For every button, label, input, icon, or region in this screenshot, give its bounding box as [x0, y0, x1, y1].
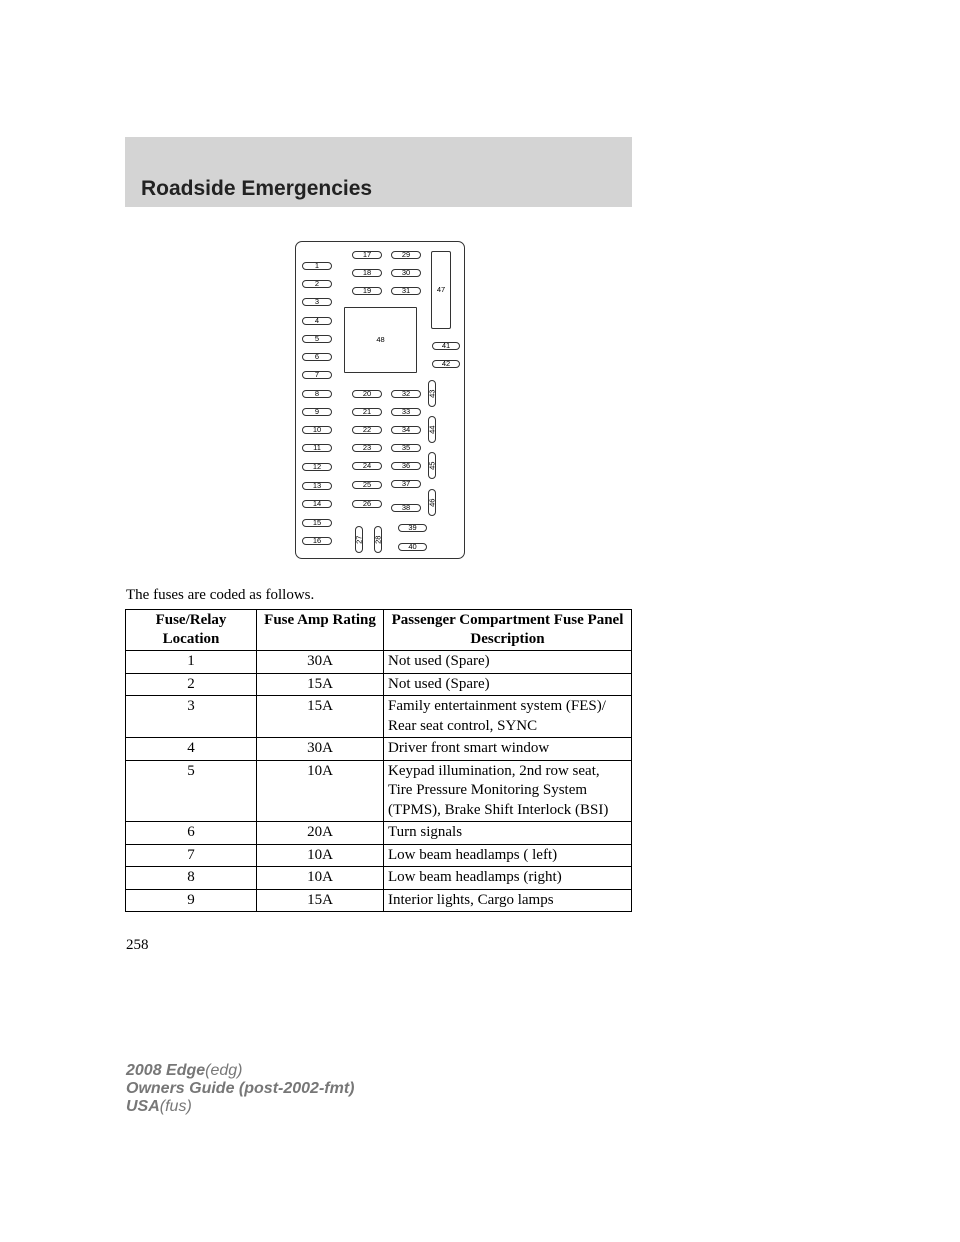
- fuse-label: 8: [314, 389, 320, 399]
- fuse-13: [302, 482, 332, 490]
- relay-47: [431, 251, 451, 329]
- header-location: Fuse/Relay Location: [126, 610, 257, 651]
- fuse-label: 38: [401, 503, 411, 513]
- table-row: [126, 867, 632, 890]
- fuse-label: 33: [401, 407, 411, 417]
- fuse-label: 27: [354, 535, 364, 544]
- fuse-label: 46: [427, 498, 437, 507]
- fuse-10: [302, 426, 332, 434]
- footer-line-2: [126, 1080, 354, 1098]
- fuse-11: [302, 444, 332, 452]
- fuse-44: [428, 416, 436, 443]
- fuse-43: [428, 380, 436, 407]
- footer-model-code: (edg): [205, 1062, 243, 1079]
- fuse-label: 12: [312, 462, 322, 472]
- cell-rating: 15A: [257, 889, 384, 912]
- fuse-4: [302, 317, 332, 325]
- fuse-31: [391, 287, 421, 295]
- fuse-label: 6: [314, 352, 320, 362]
- fuse-label: 28: [373, 535, 383, 544]
- cell-description: Interior lights, Cargo lamps: [384, 889, 632, 912]
- cell-rating: 20A: [257, 822, 384, 845]
- fuse-label: 40: [408, 542, 417, 552]
- fuse-label: 31: [401, 286, 411, 296]
- cell-rating: 10A: [257, 760, 384, 822]
- footer-market: USA: [126, 1098, 160, 1115]
- fuse-label: 2: [314, 279, 320, 289]
- fuse-12: [302, 463, 332, 471]
- cell-rating: 10A: [257, 844, 384, 867]
- fuse-label: 14: [312, 499, 322, 509]
- fuse-label: 17: [362, 250, 372, 260]
- fuse-5: [302, 335, 332, 343]
- cell-rating: 15A: [257, 673, 384, 696]
- fuse-label: 42: [441, 359, 451, 369]
- fuse-33: [391, 408, 421, 416]
- cell-location: 3: [126, 696, 257, 738]
- fuse-label: 26: [362, 499, 372, 509]
- fuse-26: [352, 500, 382, 508]
- fuse-label: 19: [362, 286, 372, 296]
- fuse-label: 3: [314, 297, 320, 307]
- cell-location: 1: [126, 651, 257, 674]
- fuse-34: [391, 426, 421, 434]
- cell-description: Keypad illumination, 2nd row seat, Tire Pressure Monitoring System (TPMS), Brake Shift Interlock (BSI): [384, 760, 632, 822]
- footer-line-3: [126, 1098, 354, 1116]
- fuse-1: [302, 262, 332, 270]
- fuse-30: [391, 269, 421, 277]
- fuse-2: [302, 280, 332, 288]
- cell-description: Not used (Spare): [384, 673, 632, 696]
- cell-location: 5: [126, 760, 257, 822]
- fuse-25: [352, 481, 382, 489]
- fuse-21: [352, 408, 382, 416]
- fuse-23: [352, 444, 382, 452]
- fuse-label: 24: [362, 461, 372, 471]
- fuse-19: [352, 287, 382, 295]
- fuse-9: [302, 408, 332, 416]
- fuse-panel-diagram: [295, 241, 465, 559]
- fuse-8: [302, 390, 332, 398]
- fuse-29: [391, 251, 421, 259]
- cell-description: Family entertainment system (FES)/ Rear seat control, SYNC: [384, 696, 632, 738]
- fuse-label: 44: [427, 425, 437, 434]
- fuse-38: [391, 504, 421, 512]
- fuse-3: [302, 298, 332, 306]
- cell-location: 8: [126, 867, 257, 890]
- fuse-14: [302, 500, 332, 508]
- fuse-label: 20: [362, 389, 372, 399]
- cell-location: 7: [126, 844, 257, 867]
- fuse-17: [352, 251, 382, 259]
- fuse-6: [302, 353, 332, 361]
- fuse-36: [391, 462, 421, 470]
- fuse-40: [398, 543, 427, 551]
- fuse-28: [374, 526, 382, 553]
- cell-location: 4: [126, 738, 257, 761]
- table-row: [126, 651, 632, 674]
- fuse-label: 25: [362, 480, 372, 490]
- fuse-label: 47: [436, 285, 446, 295]
- fuse-label: 21: [362, 407, 372, 417]
- fuse-label: 16: [312, 536, 322, 546]
- fuse-label: 32: [401, 389, 411, 399]
- fuse-41: [432, 342, 460, 350]
- fuse-18: [352, 269, 382, 277]
- cell-description: Turn signals: [384, 822, 632, 845]
- cell-location: 6: [126, 822, 257, 845]
- cell-description: Driver front smart window: [384, 738, 632, 761]
- fuse-label: 34: [401, 425, 411, 435]
- fuse-15: [302, 519, 332, 527]
- relay-48: [344, 307, 417, 373]
- fuse-label: 37: [401, 479, 411, 489]
- fuse-7: [302, 371, 332, 379]
- fuse-label: 9: [314, 407, 320, 417]
- fuse-label: 10: [312, 425, 322, 435]
- fuse-32: [391, 390, 421, 398]
- fuse-label: 30: [401, 268, 411, 278]
- fuse-label: 45: [427, 461, 437, 470]
- footer-guide: Owners Guide (post-2002-fmt): [126, 1080, 355, 1097]
- fuse-label: 11: [313, 443, 321, 453]
- fuse-label: 15: [312, 518, 322, 528]
- fuse-label: 48: [376, 335, 385, 345]
- fuse-label: 35: [401, 443, 411, 453]
- fuse-label: 1: [314, 261, 320, 271]
- fuse-label: 22: [362, 425, 372, 435]
- fuse-label: 29: [401, 250, 411, 260]
- fuse-42: [432, 360, 460, 368]
- fuse-label: 36: [401, 461, 411, 471]
- cell-rating: 15A: [257, 696, 384, 738]
- table-row: [126, 760, 632, 822]
- section-title: Roadside Emergencies: [141, 177, 373, 200]
- cell-rating: 30A: [257, 651, 384, 674]
- fuse-20: [352, 390, 382, 398]
- fuse-24: [352, 462, 382, 470]
- table-row: [126, 673, 632, 696]
- intro-text: The fuses are coded as follows.: [126, 587, 315, 603]
- header-description: Passenger Compartment Fuse Panel Description: [384, 610, 632, 651]
- fuse-37: [391, 480, 421, 488]
- fuse-label: 5: [314, 334, 320, 344]
- fuse-label: 41: [441, 341, 451, 351]
- table-header-row: [126, 610, 632, 651]
- cell-description: Low beam headlamps (right): [384, 867, 632, 890]
- fuse-46: [428, 489, 436, 516]
- fuse-45: [428, 452, 436, 479]
- table-row: [126, 696, 632, 738]
- header-rating: Fuse Amp Rating: [257, 610, 384, 651]
- fuse-label: 39: [408, 523, 417, 533]
- fuse-35: [391, 444, 421, 452]
- page-number: 258: [126, 937, 149, 953]
- fuse-label: 43: [427, 389, 437, 398]
- fuse-label: 13: [312, 481, 322, 491]
- fuse-22: [352, 426, 382, 434]
- fuse-table: [125, 609, 632, 912]
- fuse-16: [302, 537, 332, 545]
- cell-location: 2: [126, 673, 257, 696]
- fuse-label: 18: [362, 268, 372, 278]
- fuse-label: 7: [314, 370, 320, 380]
- table-row: [126, 844, 632, 867]
- fuse-label: 4: [314, 316, 320, 326]
- cell-location: 9: [126, 889, 257, 912]
- fuse-39: [398, 524, 427, 532]
- cell-description: Low beam headlamps ( left): [384, 844, 632, 867]
- cell-rating: 30A: [257, 738, 384, 761]
- cell-description: Not used (Spare): [384, 651, 632, 674]
- document-footer: [126, 1062, 354, 1116]
- cell-rating: 10A: [257, 867, 384, 890]
- footer-market-code: (fus): [159, 1098, 192, 1115]
- table-row: [126, 738, 632, 761]
- footer-line-1: [126, 1062, 354, 1080]
- fuse-label: 23: [362, 443, 372, 453]
- fuse-27: [355, 526, 363, 553]
- table-row: [126, 889, 632, 912]
- section-header-band: [125, 137, 632, 207]
- table-row: [126, 822, 632, 845]
- footer-model: 2008 Edge: [126, 1062, 206, 1079]
